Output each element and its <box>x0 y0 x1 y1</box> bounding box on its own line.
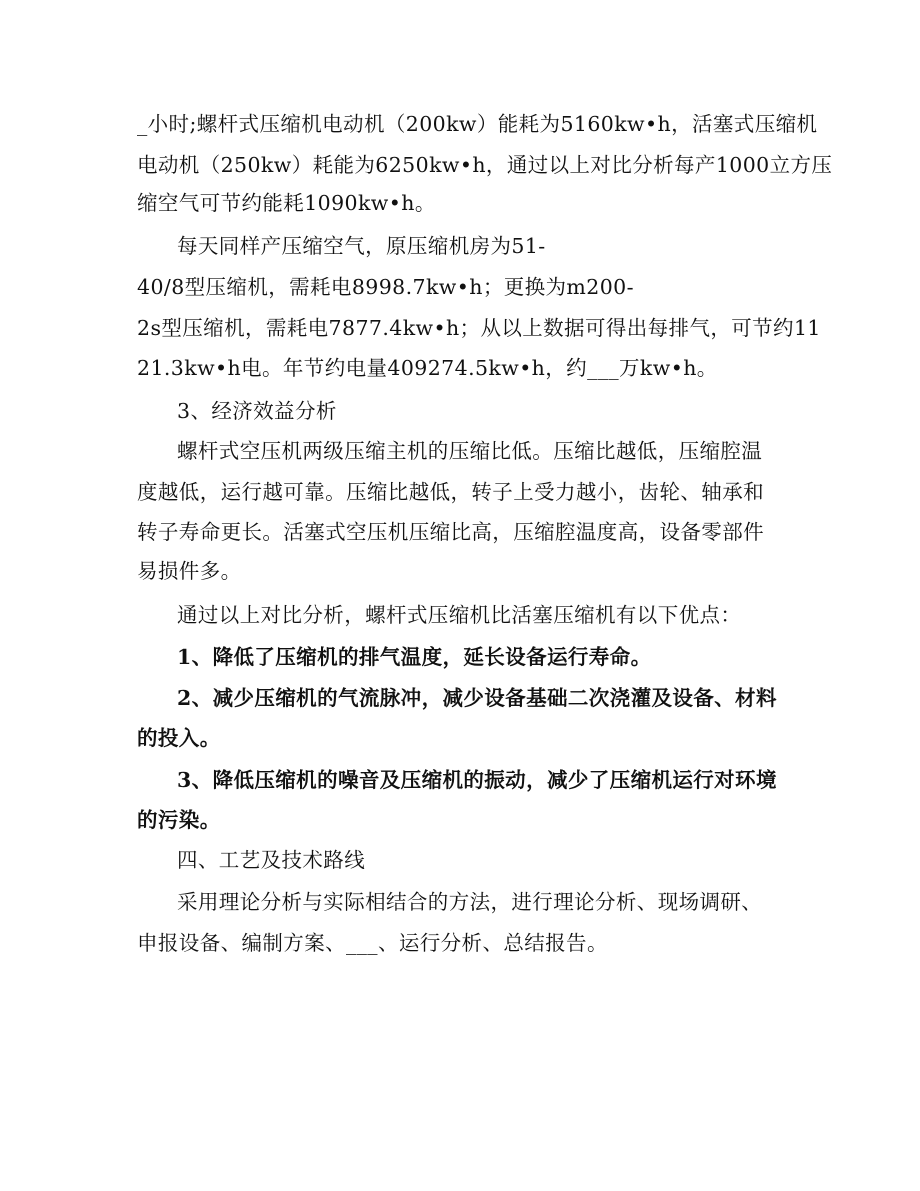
text-line: 螺杆式空压机两级压缩主机的压缩比低。压缩比越低，压缩腔温 <box>177 439 763 463</box>
text-line: 40/8型压缩机，需耗电8998.7kw•h；更换为m200- <box>137 275 634 299</box>
text-line: 缩空气可节约能耗1090kw•h。 <box>137 191 436 215</box>
advantage-item: 1、降低了压缩机的排气温度，延长设备运行寿命。 <box>177 645 652 669</box>
text-line: 度越低，运行越可靠。压缩比越低，转子上受力越小，齿轮、轴承和 <box>137 480 764 504</box>
text-line: 申报设备、编制方案、___、运行分析、总结报告。 <box>137 931 608 955</box>
section-heading: 四、工艺及技术路线 <box>177 848 366 872</box>
advantage-item-continued: 的投入。 <box>137 726 221 750</box>
text-line: 电动机（250kw）耗能为6250kw•h，通过以上对比分析每产1000立方压 <box>137 153 833 177</box>
advantage-item: 3、降低压缩机的噪音及压缩机的振动，减少了压缩机运行对环境 <box>177 768 777 792</box>
advantage-item-continued: 的污染。 <box>137 808 221 832</box>
text-line: 每天同样产压缩空气，原压缩机房为51- <box>177 234 546 258</box>
text-line: 转子寿命更长。活塞式空压机压缩比高，压缩腔温度高，设备零部件 <box>137 520 764 544</box>
text-line: 2s型压缩机，需耗电7877.4kw•h；从以上数据可得出每排气，可节约11 <box>137 316 821 340</box>
text-line: 21.3kw•h电。年节约电量409274.5kw•h，约___万kw•h。 <box>137 356 718 380</box>
section-heading: 3、经济效益分析 <box>177 399 337 423</box>
advantage-item: 2、减少压缩机的气流脉冲，减少设备基础二次浇灌及设备、材料 <box>177 686 777 710</box>
text-line: _小时;螺杆式压缩机电动机（200kw）能耗为5160kw•h，活塞式压缩机 <box>137 112 818 136</box>
text-line: 易损件多。 <box>137 559 242 583</box>
text-line: 采用理论分析与实际相结合的方法，进行理论分析、现场调研、 <box>177 890 763 914</box>
text-line: 通过以上对比分析，螺杆式压缩机比活塞压缩机有以下优点： <box>177 603 742 627</box>
